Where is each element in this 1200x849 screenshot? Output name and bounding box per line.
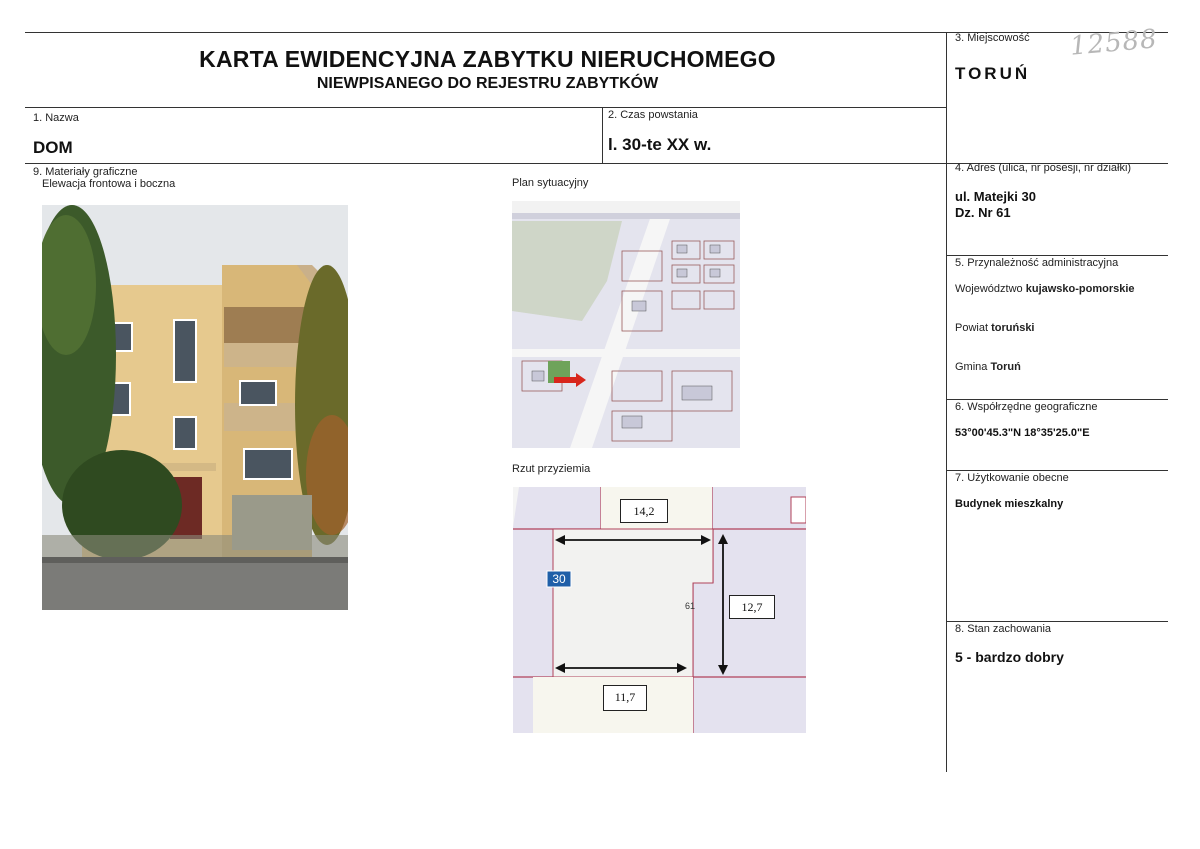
- materialy-sublabel: Elewacja frontowa i boczna: [42, 178, 176, 190]
- house-number-badge: 30: [552, 572, 566, 586]
- czas-label: 2. Czas powstania: [608, 109, 698, 121]
- adres-line2: Dz. Nr 61: [955, 205, 1011, 220]
- document-title: KARTA EWIDENCYJNA ZABYTKU NIERUCHOMEGO: [199, 46, 776, 72]
- wojewodztwo-line: [955, 283, 1135, 295]
- right-column-divider: [946, 32, 947, 772]
- adres-label: 4. Adres (ulica, nr posesji, nr działki): [955, 162, 1132, 174]
- uzytkowanie-label: 7. Użytkowanie obecne: [955, 472, 1069, 484]
- document-subtitle: NIEWPISANEGO DO REJESTRU ZABYTKÓW: [316, 75, 659, 92]
- right-divider-5: [946, 399, 1168, 400]
- wojewodztwo-prefix: Województwo: [955, 283, 1023, 295]
- powiat-value: toruński: [991, 322, 1035, 334]
- czas-value: l. 30-te XX w.: [608, 135, 712, 154]
- uzytkowanie-value: Budynek mieszkalny: [955, 498, 1064, 510]
- powiat-line: [955, 322, 1035, 334]
- name-time-divider: [602, 107, 603, 163]
- dimension-right: 12,7: [729, 595, 775, 619]
- materialy-label: 9. Materiały graficzne: [33, 166, 138, 178]
- wspolrzedne-label: 6. Współrzędne geograficzne: [955, 401, 1098, 413]
- miejscowosc-value: TORUŃ: [955, 64, 1031, 83]
- stan-value: 5 - bardzo dobry: [955, 649, 1064, 665]
- right-divider-6: [946, 470, 1168, 471]
- gmina-line: [955, 361, 1021, 373]
- miejscowosc-label: 3. Miejscowość: [955, 32, 1030, 44]
- nazwa-value: DOM: [33, 138, 73, 157]
- handwritten-number: 12588: [1068, 24, 1159, 62]
- site-plan-map: [512, 201, 740, 448]
- right-divider-7: [946, 621, 1168, 622]
- rzut-label: Rzut przyziemia: [512, 463, 591, 475]
- gmina-prefix: Gmina: [955, 361, 988, 373]
- wspolrzedne-value: 53°00'45.3"N 18°35'25.0"E: [955, 427, 1090, 439]
- dimension-top: 14,2: [620, 499, 668, 523]
- ground-plan: [513, 487, 806, 733]
- row-divider-1: [25, 107, 946, 108]
- house-photo: [42, 205, 348, 610]
- right-divider-4: [946, 255, 1168, 256]
- plot-number: 61: [685, 601, 696, 611]
- plan-label: Plan sytuacyjny: [512, 177, 589, 189]
- wojewodztwo-value: kujawsko-pomorskie: [1025, 283, 1135, 295]
- adres-line1: ul. Matejki 30: [955, 189, 1036, 204]
- powiat-prefix: Powiat: [955, 322, 989, 334]
- stan-label: 8. Stan zachowania: [955, 623, 1052, 635]
- przynaleznosc-label: 5. Przynależność administracyjna: [955, 257, 1119, 269]
- dimension-bottom: 11,7: [603, 685, 647, 711]
- gmina-value: Toruń: [990, 361, 1021, 373]
- nazwa-label: 1. Nazwa: [33, 112, 79, 124]
